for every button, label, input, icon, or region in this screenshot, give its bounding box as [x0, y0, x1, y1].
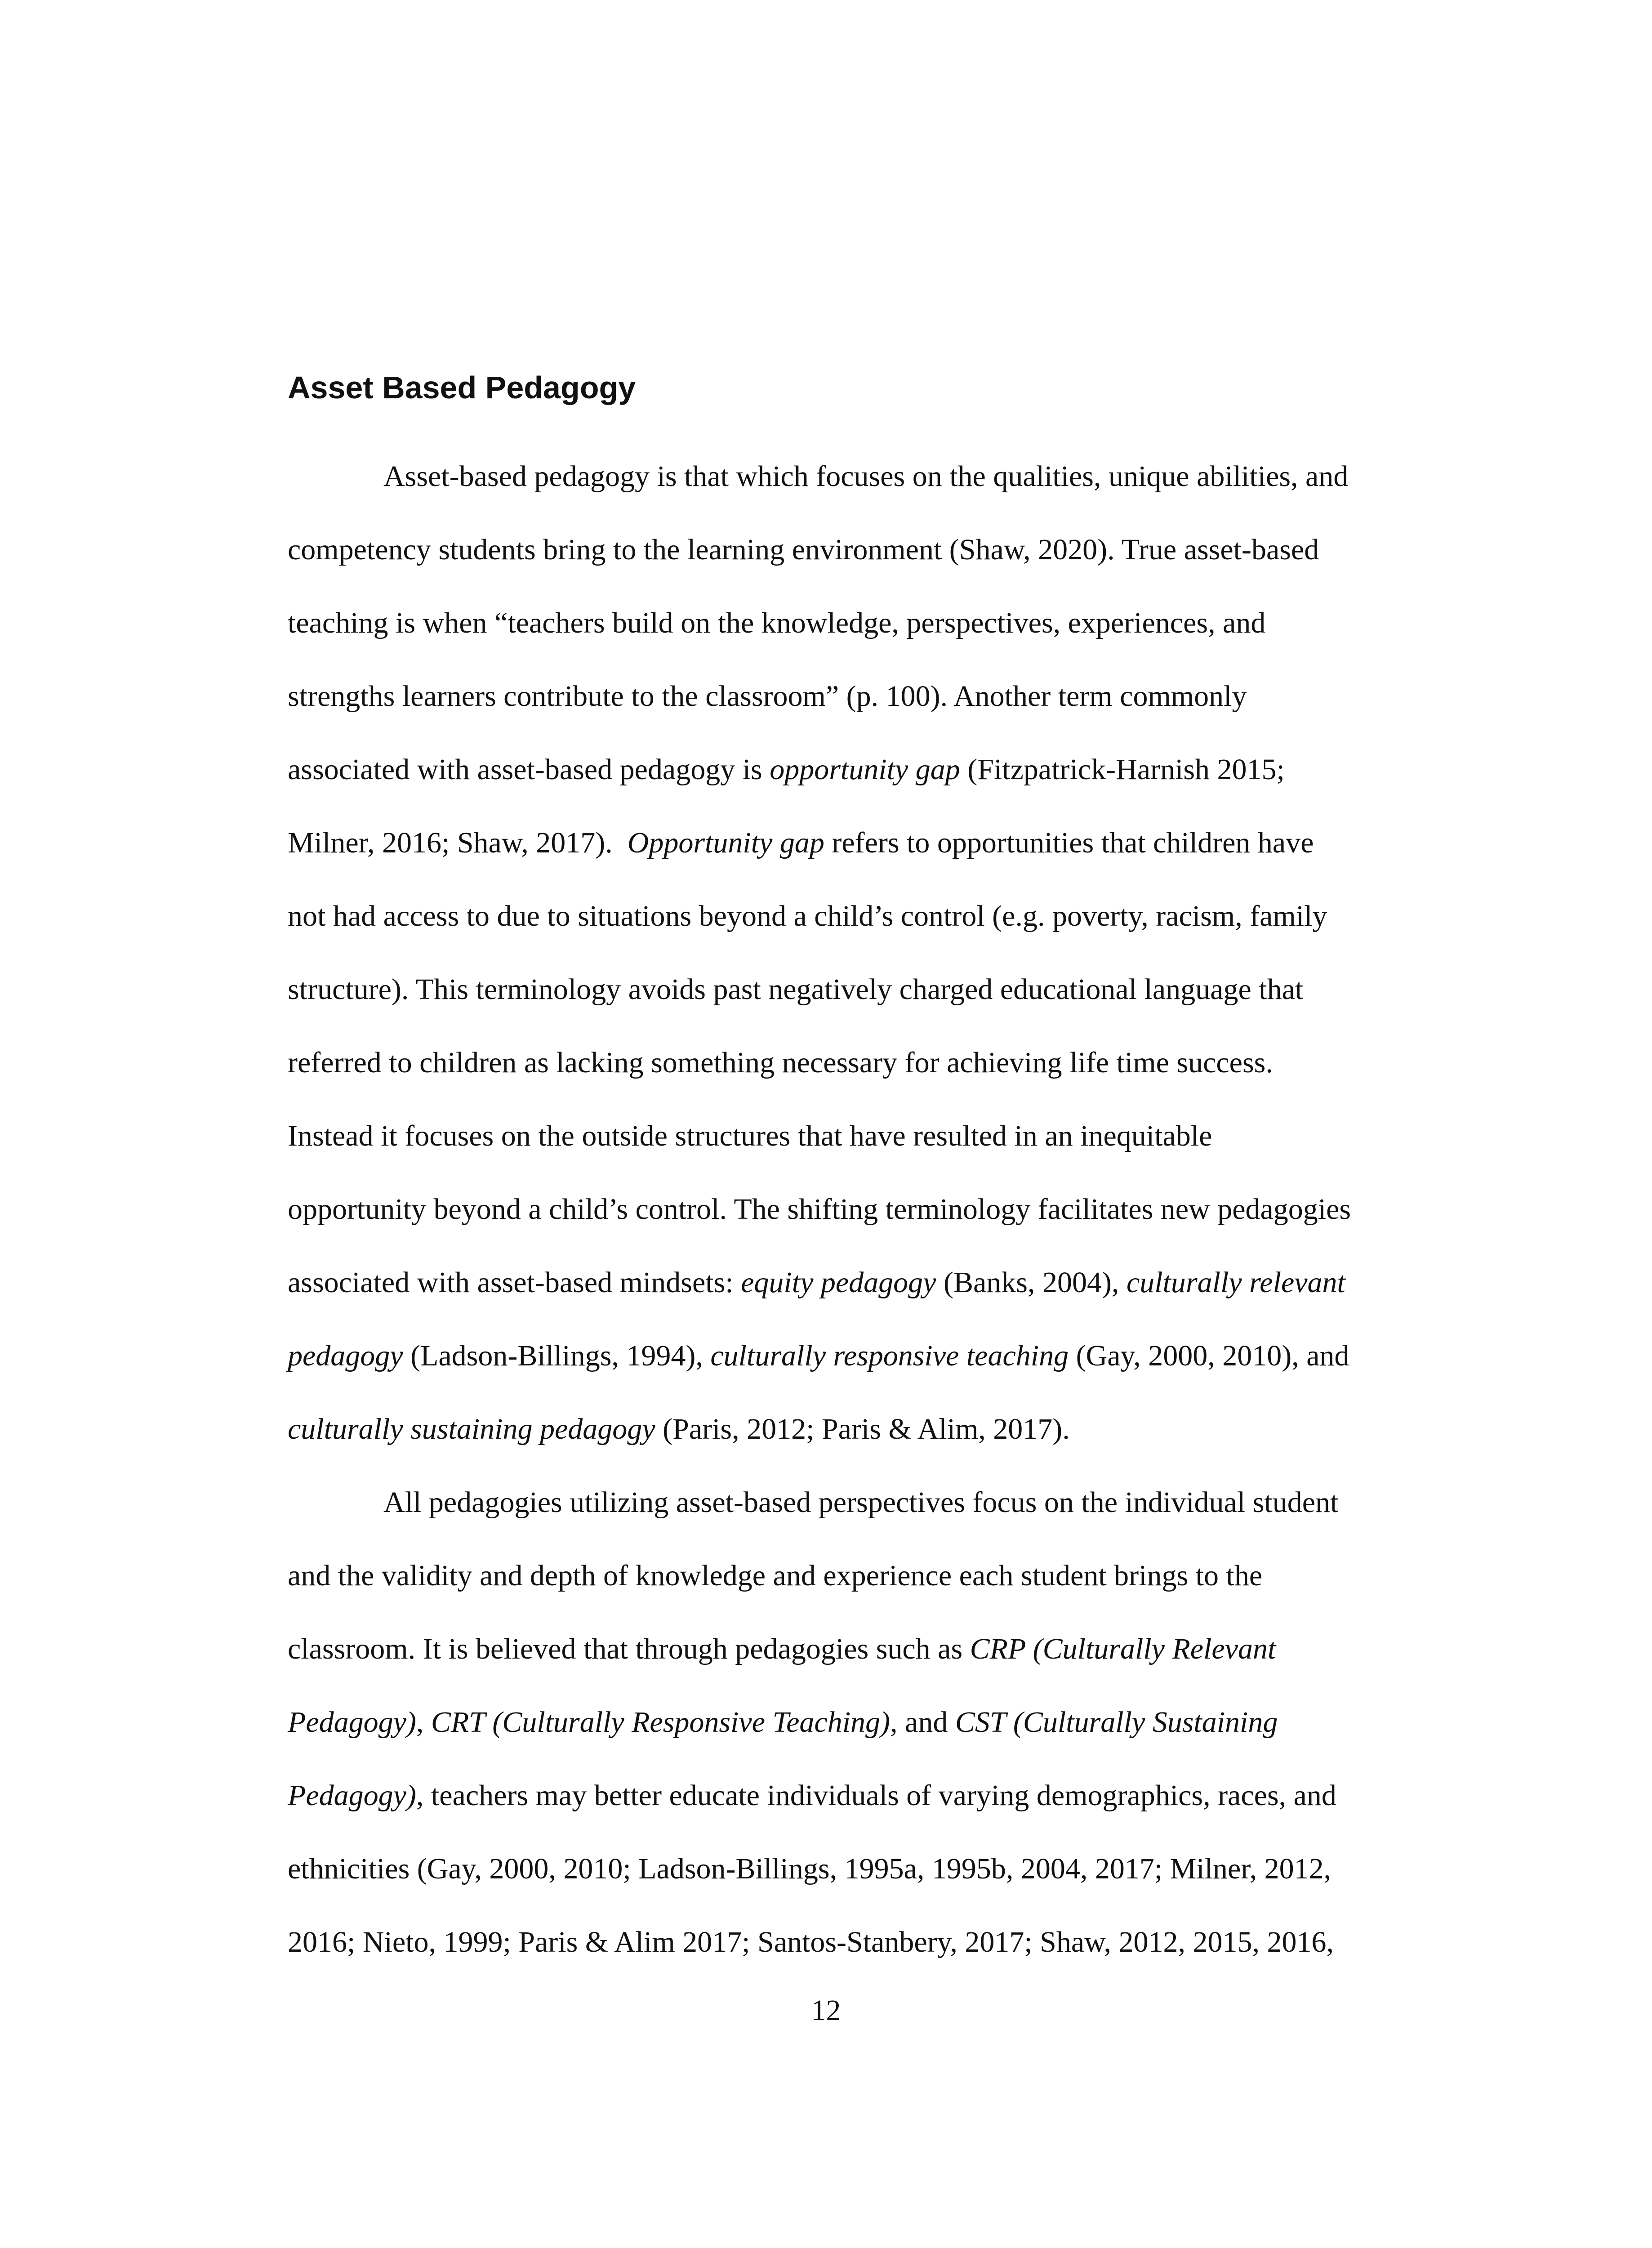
text-line: Instead it focuses on the outside structures that have resulted in an inequitable	[288, 1120, 1212, 1152]
italic-term: opportunity gap	[770, 753, 960, 786]
italic-term: Opportunity gap	[627, 826, 824, 859]
italic-term: equity pedagogy	[741, 1266, 936, 1299]
italic-term: pedagogy	[288, 1339, 403, 1372]
text-run: , and	[890, 1706, 955, 1739]
body-text	[288, 440, 1432, 1979]
italic-term: CRP (Culturally Relevant	[970, 1632, 1276, 1665]
text-line: opportunity beyond a child’s control. The shifting terminology facilitates new pedagogies	[288, 1193, 1351, 1226]
italic-term: Pedagogy)	[288, 1706, 416, 1739]
text-line	[288, 1246, 1432, 1319]
text-run: associated with asset-based mindsets:	[288, 1266, 741, 1299]
text-line: Asset-based pedagogy is that which focuses on the qualities, unique abilities, and	[383, 460, 1349, 493]
text-run: (Gay, 2000, 2010), and	[1069, 1339, 1349, 1372]
text-run: (Banks, 2004),	[936, 1266, 1127, 1299]
text-line	[288, 733, 1432, 806]
italic-term: CST (Culturally Sustaining	[955, 1706, 1278, 1739]
text-run: refers to opportunities that children have	[824, 826, 1314, 859]
text-run: (Fitzpatrick-Harnish 2015;	[960, 753, 1285, 786]
text-run: Milner, 2016; Shaw, 2017).	[288, 826, 628, 859]
text-line: strengths learners contribute to the classroom” (p. 100). Another term commonly	[288, 680, 1247, 713]
text-line	[288, 1759, 1432, 1832]
text-line	[288, 1612, 1432, 1686]
text-line	[288, 1686, 1432, 1759]
italic-term: CRT (Culturally Responsive Teaching)	[431, 1706, 891, 1739]
text-line	[288, 1392, 1432, 1466]
text-line: structure). This terminology avoids past negatively charged educational language that	[288, 973, 1304, 1006]
text-run: (Paris, 2012; Paris & Alim, 2017).	[655, 1413, 1070, 1445]
text-line: and the validity and depth of knowledge and experience each student brings to the	[288, 1559, 1263, 1592]
text-run: ,	[416, 1706, 431, 1739]
italic-term: culturally responsive teaching	[710, 1339, 1069, 1372]
text-line	[288, 1319, 1432, 1392]
text-run: classroom. It is believed that through pedagogies such as	[288, 1632, 970, 1665]
text-run: (Ladson-Billings, 1994),	[403, 1339, 711, 1372]
italic-term: culturally relevant	[1126, 1266, 1345, 1299]
text-line: not had access to due to situations beyond a child’s control (e.g. poverty, racism, family	[288, 900, 1327, 932]
text-run: associated with asset-based pedagogy is	[288, 753, 770, 786]
text-line: referred to children as lacking something necessary for achieving life time success.	[288, 1046, 1273, 1079]
text-line: teaching is when “teachers build on the knowledge, perspectives, experiences, and	[288, 607, 1266, 639]
paragraph-asset-based-perspectives	[288, 1466, 1432, 1979]
text-line	[288, 806, 1432, 879]
text-line: competency students bring to the learning environment (Shaw, 2020). True asset-based	[288, 533, 1319, 566]
text-line: All pedagogies utilizing asset-based perspectives focus on the individual student	[383, 1486, 1339, 1519]
section-heading: Asset Based Pedagogy	[288, 370, 636, 405]
text-line: 2016; Nieto, 1999; Paris & Alim 2017; Santos-Stanbery, 2017; Shaw, 2012, 2015, 2016,	[288, 1926, 1334, 1958]
italic-term: culturally sustaining pedagogy	[288, 1413, 655, 1445]
text-run: , teachers may better educate individuals of varying demographics, races, and	[416, 1779, 1336, 1812]
paragraph-asset-based-definition	[288, 440, 1432, 1466]
italic-term: Pedagogy)	[288, 1779, 416, 1812]
page-number: 12	[811, 1994, 841, 2027]
text-line: ethnicities (Gay, 2000, 2010; Ladson-Billings, 1995a, 1995b, 2004, 2017; Milner, 2012,	[288, 1852, 1331, 1885]
